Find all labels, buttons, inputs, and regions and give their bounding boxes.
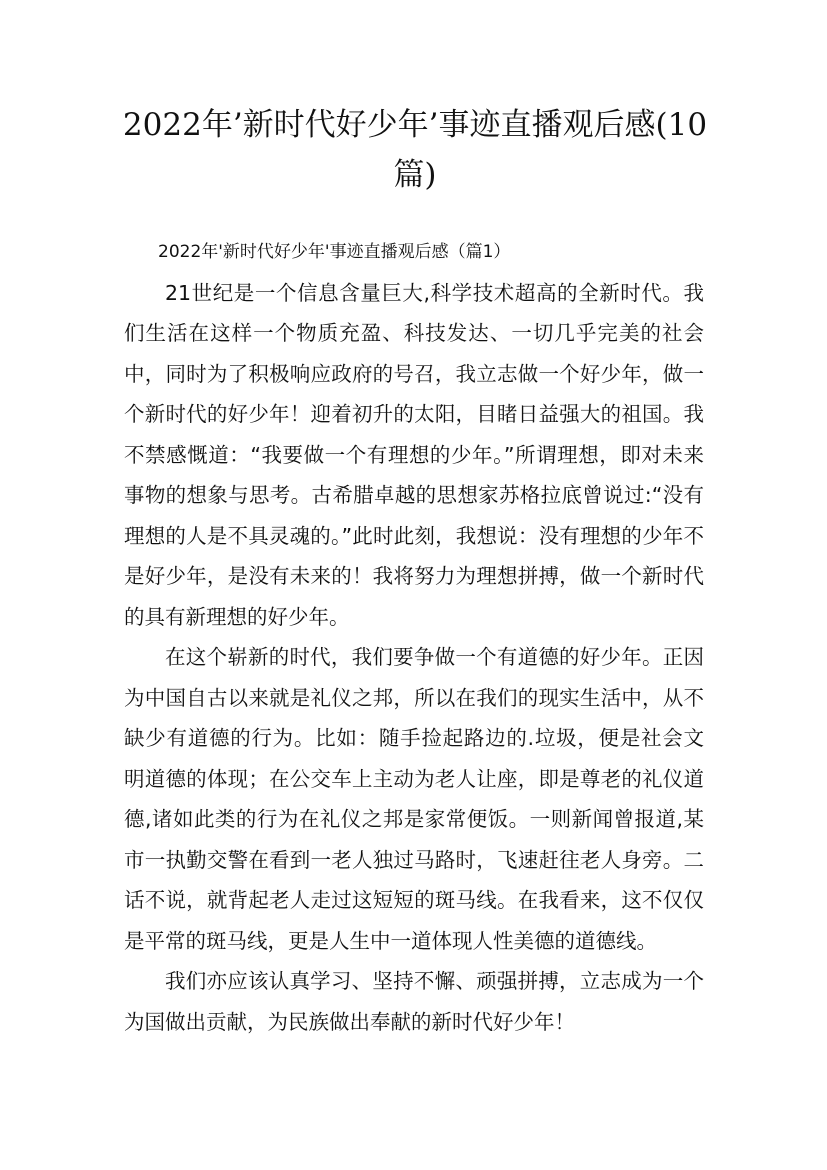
paragraph-2: 在这个崭新的时代，我们要争做一个有道德的好少年。正因为中国自古以来就是礼仪之邦，所以在我们的现实生活中，从不缺少有道德的行为。比如：随手捡起路边的.垃圾，便是社会文明道德的体现；在公交车上主动为老人让座，即是尊老的礼仪道德,诸如此类的行为在礼仪之邦是家常便饭。一则新闻曾报道,某市一执勤交警在看到一老人独过马路时，飞速赶往老人身旁。二话不说，就背起老人走过这短短的斑马线。在我看来，这不仅仅是平常的斑马线，更是人生中一道体现人性美德的道德线。	[124, 645, 704, 953]
paragraph-1: 21世纪是一个信息含量巨大,科学技术超高的全新时代。我们生活在这样一个物质充盈、科技发达、一切几乎完美的社会中，同时为了积极响应政府的号召，我立志做一个好少年，做一个新时代的好少年！迎着初升的太阳，目睹日益强大的祖国。我不禁感慨道：“我要做一个有理想的少年。”所谓理想，即对未来事物的想象与思考。古希腊卓越的思想家苏格拉底曾说过:“没有理想的人是不具灵魂的。”此时此刻，我想说：没有理想的少年不是好少年，是没有未来的！我将努力为理想拼搏，做一个新时代的具有新理想的好少年。	[124, 280, 704, 629]
document-title: 2022年’新时代好少年’事迹直播观后感(10篇)	[122, 107, 708, 193]
section-heading: 2022年'新时代好少年'事迹直播观后感（篇1）	[158, 242, 511, 262]
paragraph-3: 我们亦应该认真学习、坚持不懈、顽强拼搏，立志成为一个为国做出贡献，为民族做出奉献的新时代好少年！	[124, 969, 704, 1034]
document-body	[124, 232, 704, 1042]
